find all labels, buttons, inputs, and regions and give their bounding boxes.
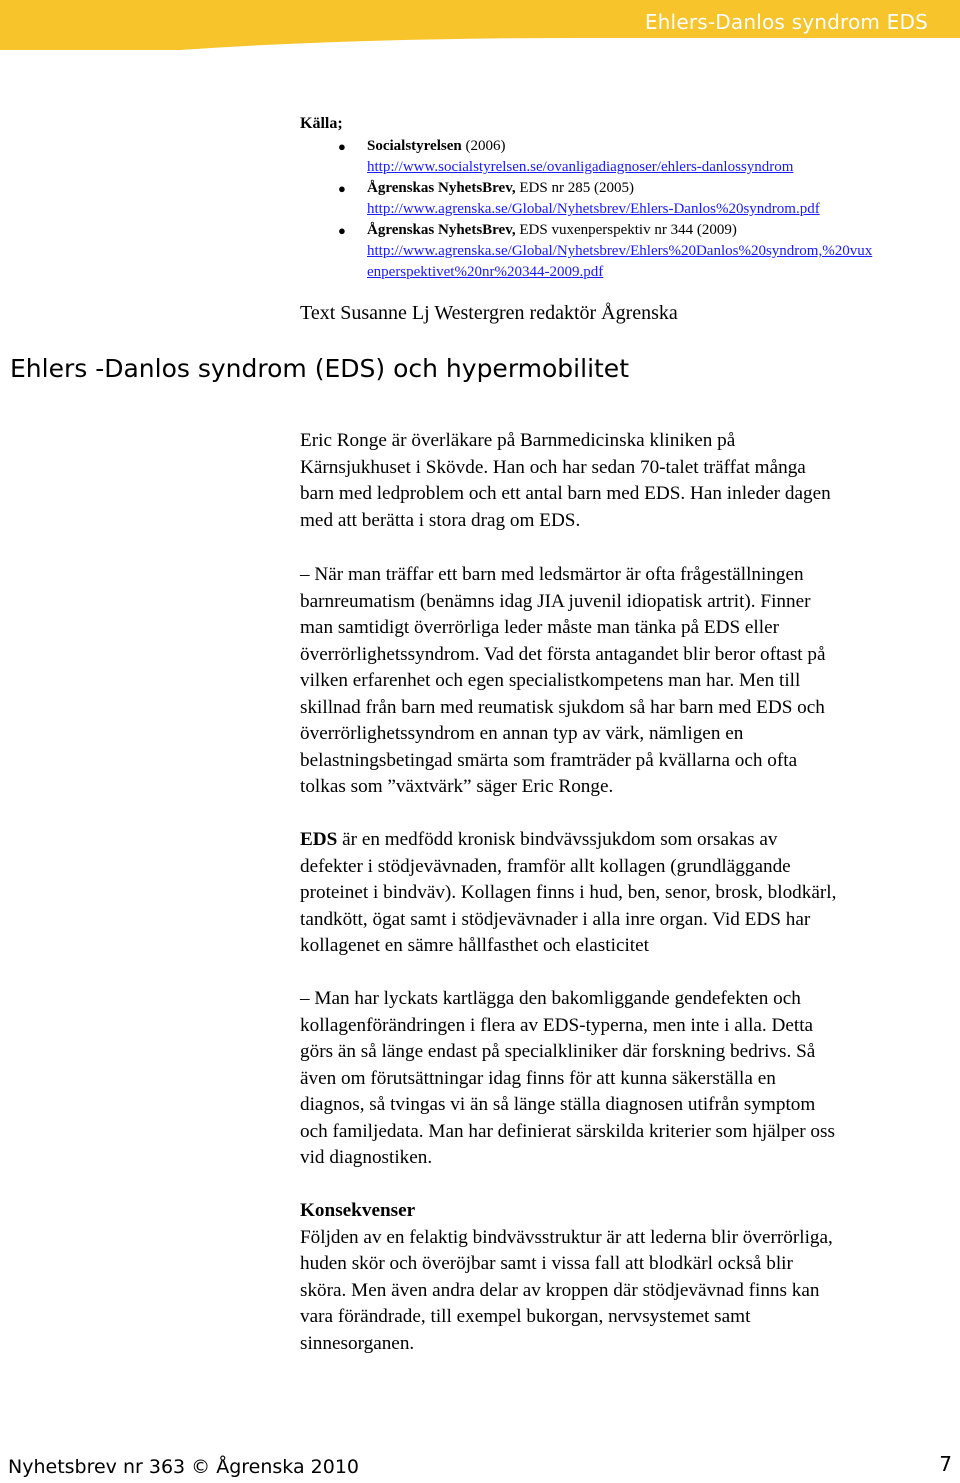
text-line: man samtidigt överrörliga leder måste man tänka på EDS eller: [300, 617, 779, 638]
text-line: kollagenförändringen i flera av EDS-typerna, men inte i alla. Detta: [300, 1014, 814, 1036]
source-name: Socialstyrelsen: [367, 138, 462, 154]
quote-paragraph-2: [300, 986, 950, 1172]
text-line: kollagenet en sämre hållfasthet och elasticitet: [300, 935, 649, 956]
text-line: vid diagnostiken.: [300, 1147, 433, 1168]
text-line: tolkas som ”växtvärk” säger Eric Ronge.: [300, 776, 614, 797]
text-line: skillnad från barn med reumatisk sjukdom så har barn med EDS och: [300, 696, 825, 718]
text-line: defekter i stödjevävnaden, framför allt kollagen (grundläggande: [300, 855, 791, 877]
source-link-continued[interactable]: enperspektivet%20nr%20344-2009.pdf: [367, 264, 604, 280]
text-line: sinnesorganen.: [300, 1332, 415, 1354]
source-item: [300, 136, 955, 178]
text-line: Kärnsjukhuset i Skövde. Han och har sedan 70-talet träffat många: [300, 456, 806, 478]
text-line: överrörlighetssyndrom en annan typ av värk, nämligen en: [300, 723, 744, 744]
source-link[interactable]: http://www.socialstyrelsen.se/ovanligadiagnoser/ehlers-danlossyndrom: [367, 159, 794, 175]
sources-label: Källa;: [300, 115, 343, 132]
text-line: och familjedata. Man har definierat särskilda kriterier som hjälper oss: [300, 1120, 835, 1142]
text-line: tandkött, ögat samt i stödjevävnader i alla inre organ. Vid EDS har: [300, 908, 811, 930]
source-link[interactable]: http://www.agrenska.se/Global/Nyhetsbrev/Ehlers-Danlos%20syndrom.pdf: [367, 201, 820, 217]
text-line: Följden av en felaktig bindvävsstruktur är att lederna blir överrörliga,: [300, 1226, 833, 1248]
source-detail: EDS nr 285 (2005): [515, 180, 634, 196]
byline: Text Susanne Lj Westergren redaktör Ågrenska: [300, 302, 678, 324]
text-line: belastningsbetingad smärta som framträder på kvällarna och ofta: [300, 749, 798, 771]
text-line: barnreumatism (benämns idag JIA juvenil idiopatisk artrit). Finner: [300, 590, 811, 612]
text-line: vara förändrade, till exempel bukorgan, nervsystemet samt: [300, 1306, 751, 1327]
sources-list: [300, 136, 955, 283]
eds-definition-paragraph: [300, 827, 950, 960]
bullet-icon: ●: [338, 181, 346, 196]
text-line: överrörlighetssyndrom. Vad det första antagandet blir beror oftast på: [300, 643, 826, 665]
sources-section: [300, 114, 955, 283]
source-name: Ågrenskas NyhetsBrev,: [367, 180, 516, 196]
source-link[interactable]: http://www.agrenska.se/Global/Nyhetsbrev/Ehlers%20Danlos%20syndrom,%20vux: [367, 243, 873, 259]
bullet-icon: ●: [338, 223, 346, 238]
text-line: barn med ledproblem och ett antal barn med EDS. Han inleder dagen: [300, 483, 831, 504]
text-line: även om förutsättningar idag finns för att kunna säkerställa en: [300, 1067, 776, 1089]
source-detail: EDS vuxenperspektiv nr 344 (2009): [515, 222, 737, 238]
consequences-section: [300, 1198, 950, 1357]
intro-paragraph: [300, 428, 950, 534]
text-line: – När man träffar ett barn med ledsmärtor är ofta frågeställningen: [300, 564, 804, 585]
header-band: [0, 0, 960, 50]
source-detail: (2006): [461, 138, 506, 154]
text-line: proteinet i bindväv). Kollagen finns i hud, ben, senor, brosk, blodkärl,: [300, 882, 837, 903]
running-header-title: Ehlers-Danlos syndrom EDS: [644, 10, 928, 34]
article-heading: Ehlers -Danlos syndrom (EDS) och hypermobilitet: [10, 354, 629, 383]
text-line: med att berätta i stora drag om EDS.: [300, 509, 581, 531]
text-line: – Man har lyckats kartlägga den bakomliggande gendefekten och: [300, 988, 801, 1009]
footer-publication: Nyhetsbrev nr 363 © Ågrenska 2010: [8, 1456, 359, 1478]
source-name: Ågrenskas NyhetsBrev,: [367, 222, 516, 238]
text-line: vilken erfarenhet och egen specialistkompetens man har. Men till: [300, 670, 801, 691]
source-item: [300, 220, 955, 283]
consequences-title: Konsekvenser: [300, 1200, 416, 1221]
page-number: 7: [939, 1452, 952, 1476]
text-line: är en medfödd kronisk bindvävssjukdom som orsakas av: [337, 829, 778, 850]
bullet-icon: ●: [338, 139, 346, 154]
source-item: [300, 178, 955, 220]
text-line: diagnos, så tvingas vi än så länge ställa diagnosen utifrån symptom: [300, 1094, 816, 1115]
eds-term: EDS: [300, 829, 338, 850]
text-line: görs än så länge endast på specialkliniker där forskning bedrivs. Så: [300, 1041, 816, 1062]
text-line: Eric Ronge är överläkare på Barnmedicinska kliniken på: [300, 430, 736, 451]
quote-paragraph-1: [300, 562, 950, 801]
text-line: sköra. Men även andra delar av kroppen där stödjevävnad finns kan: [300, 1279, 820, 1301]
text-line: huden skör och överöjbar samt i vissa fall att blodkärl också blir: [300, 1253, 793, 1274]
header-swoosh: [0, 38, 960, 82]
